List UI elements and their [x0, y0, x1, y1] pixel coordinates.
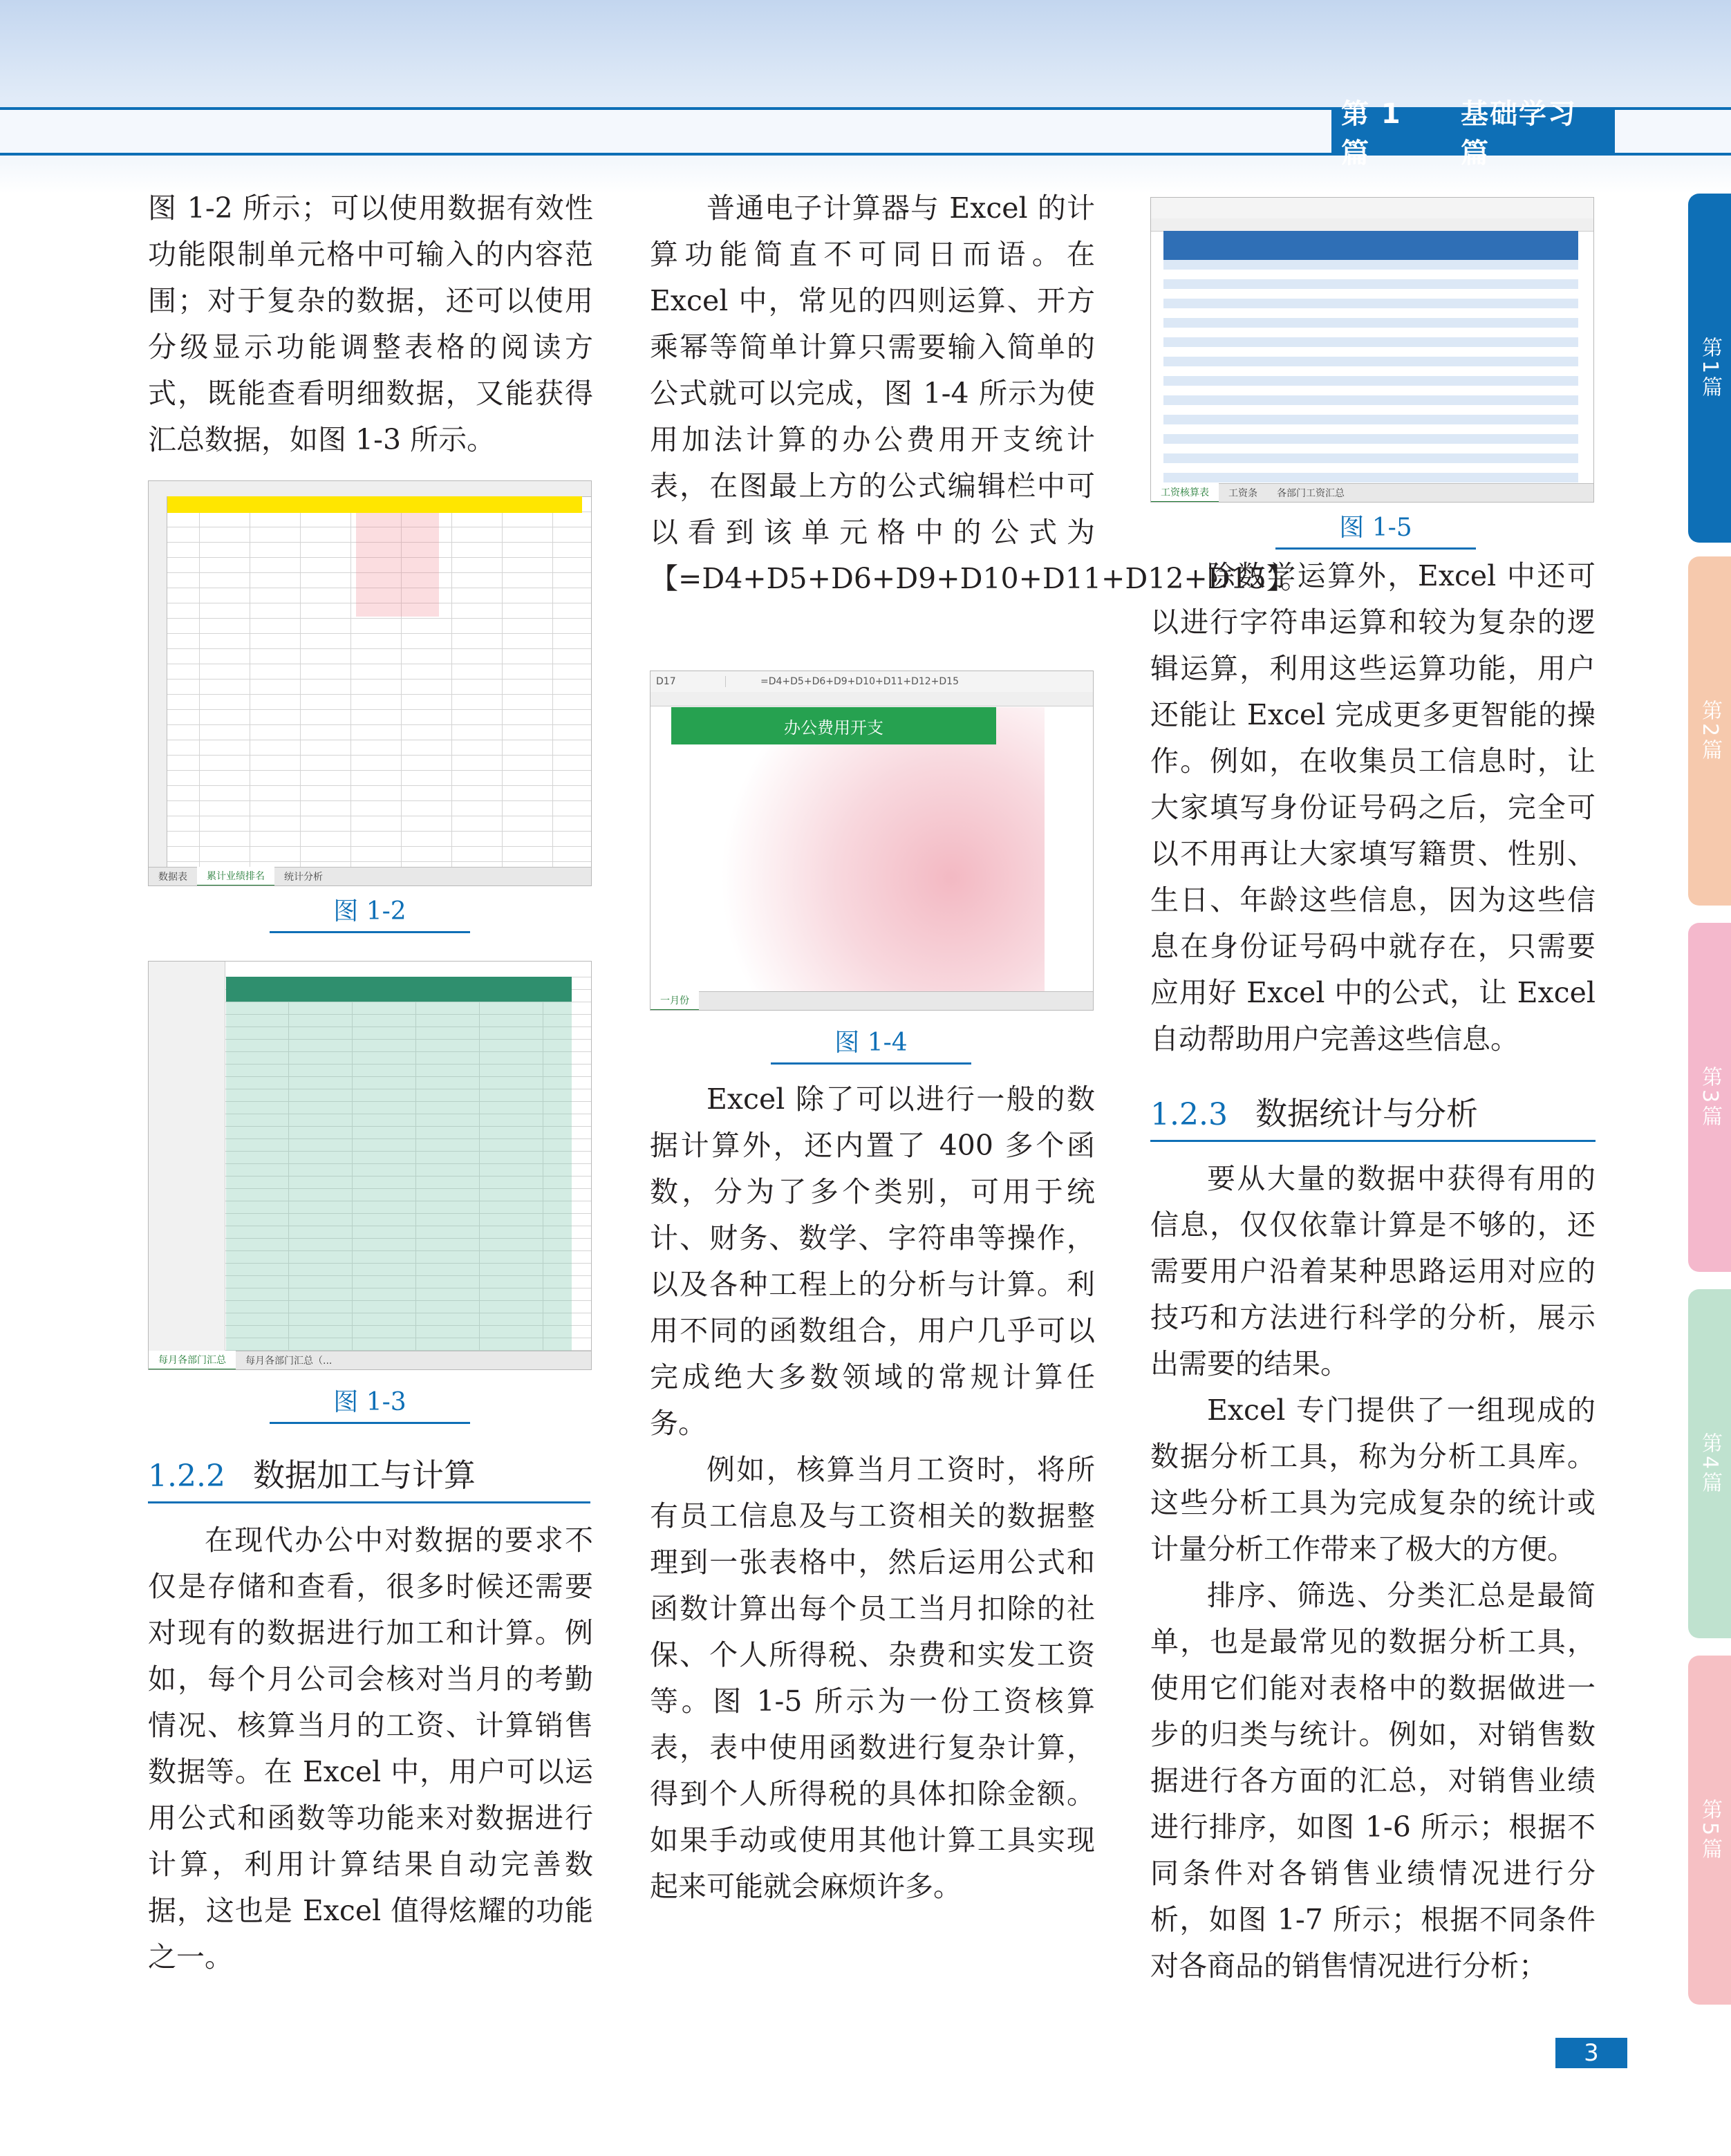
paragraph: 要从大量的数据中获得有用的信息，仅仅依靠计算是不够的，还需要用户沿着某种思路运用对应的技巧和方法进行科学的分析，展示出需要的结果。	[1150, 1162, 1596, 1380]
sheet-tab[interactable]: 统计分析	[284, 872, 323, 883]
paragraph: 在现代办公中对数据的要求不仅是存储和查看，很多时候还需要对现有的数据进行加工和计算。例如，每个月公司会核对当月的考勤情况、核算当月的工资、计算销售数据等。在 Excel 中，用户可以运用公式和函数等功能来对数据进行计算，利用计算结果自动完善数据，这也是 Excel 值得炫耀的功能之一。	[148, 1524, 593, 1974]
side-tab-part-3[interactable]: 第3篇	[1688, 923, 1731, 1272]
column-2-lower	[650, 1076, 1095, 1910]
sheet-tab[interactable]: 每月各部门汇总（...	[245, 1356, 333, 1367]
name-box[interactable]: D17	[651, 676, 726, 687]
section-title: 数据统计与分析	[1255, 1095, 1478, 1132]
sheet-tab-active[interactable]: 累计业绩排名	[197, 867, 274, 887]
column-3-lower	[1150, 1156, 1596, 1989]
sheet-tab[interactable]: 工资条	[1228, 488, 1257, 499]
section-number: 1.2.2	[148, 1459, 225, 1494]
part-title: 基础学习篇	[1461, 98, 1577, 169]
section-heading	[1150, 1089, 1596, 1142]
section-title: 数据加工与计算	[252, 1456, 476, 1494]
figure-1-4-screenshot	[650, 671, 1094, 1011]
column-3	[1150, 553, 1596, 1062]
paragraph: 例如，核算当月工资时，将所有员工信息及与工资相关的数据整理到一张表格中，然后运用公式和函数计算出每个员工当月扣除的社保、个人所得税、杂费和实发工资等。图 1-5 所示为一份工资核算表，表中使用函数进行复杂计算，得到个人所得税的具体扣除金额。如果手动或使用其他计算工具实现起来可能就会麻烦许多。	[650, 1453, 1095, 1903]
column-1	[148, 185, 593, 463]
column-1-lower	[148, 1517, 593, 1980]
section-number: 1.2.3	[1150, 1097, 1228, 1132]
page-number: 3	[1555, 2038, 1627, 2068]
part-label: 第 1 篇	[1341, 98, 1402, 169]
figure-1-2-screenshot	[148, 480, 592, 886]
figure-caption: 图 1-5	[1275, 508, 1476, 550]
running-header	[1331, 98, 1615, 169]
paragraph: 普通电子计算器与 Excel 的计算功能简直不可同日而语。在 Excel 中，常见的四则运算、开方乘幂等简单计算只需要输入简单的公式就可以完成，图 1-4 所示为使用加法计算的办公费用开支统计表，在图最上方的公式编辑栏中可以看到该单元格中的公式为【=D4+D5+D6+D9+D10+D11+D12+D15】。	[650, 191, 1309, 595]
figure-1-3-screenshot	[148, 961, 592, 1370]
figure-1-5-screenshot	[1150, 197, 1594, 503]
sheet-tab-active[interactable]: 工资核算表	[1151, 483, 1219, 503]
paragraph: Excel 专门提供了一组现成的数据分析工具，称为分析工具库。这些分析工具为完成复杂的统计或计量分析工作带来了极大的方便。	[1150, 1394, 1596, 1566]
sheet-tab[interactable]: 各部门工资汇总	[1277, 488, 1345, 499]
figure-caption: 图 1-2	[270, 892, 470, 933]
section-heading	[148, 1450, 590, 1503]
figure-caption: 图 1-4	[771, 1023, 971, 1065]
formula-bar[interactable]: =D4+D5+D6+D9+D10+D11+D12+D15	[760, 676, 959, 687]
sheet-title: 办公费用开支	[671, 707, 996, 744]
paragraph: 排序、筛选、分类汇总是最简单，也是最常见的数据分析工具，使用它们能对表格中的数据做进一步的归类与统计。例如，对销售数据进行各方面的汇总，对销售业绩进行排序，如图 1-6 所示；根据不同条件对各销售业绩情况进行分析，如图 1-7 所示；根据不同条件对各商品的销售情况进行分析；	[1150, 1579, 1596, 1982]
side-tab-part-2[interactable]: 第2篇	[1688, 556, 1731, 906]
side-tab-part-1[interactable]: 第1篇	[1688, 194, 1731, 543]
side-tab-part-4[interactable]: 第4篇	[1688, 1289, 1731, 1638]
paragraph: 除数学运算外，Excel 中还可以进行字符串运算和较为复杂的逻辑运算，利用这些运算功能，用户还能让 Excel 完成更多更智能的操作。例如，在收集员工信息时，让大家填写身份证号码之后，完全可以不用再让大家填写籍贯、性别、生日、年龄这些信息，因为这些信息在身份证号码中就存在，只需要应用好 Excel 中的公式，让 Excel 自动帮助用户完善这些信息。	[1150, 559, 1596, 1056]
sheet-tab-active[interactable]: 一月份	[651, 991, 699, 1011]
paragraph: 图 1-2 所示；可以使用数据有效性功能限制单元格中可输入的内容范围；对于复杂的数据，还可以使用分级显示功能调整表格的阅读方式，既能查看明细数据，又能获得汇总数据，如图 1-3 所示。	[148, 191, 593, 456]
sheet-tab[interactable]: 数据表	[158, 872, 187, 883]
paragraph: Excel 除了可以进行一般的数据计算外，还内置了 400 多个函数，分为了多个类别，可用于统计、财务、数学、字符串等操作，以及各种工程上的分析与计算。利用不同的函数组合，用户几乎可以完成绝大多数领域的常规计算任务。	[650, 1082, 1095, 1440]
sheet-tab-active[interactable]: 每月各部门汇总	[149, 1351, 236, 1371]
figure-caption: 图 1-3	[270, 1382, 470, 1424]
side-tab-part-5[interactable]: 第5篇	[1688, 1656, 1731, 2005]
